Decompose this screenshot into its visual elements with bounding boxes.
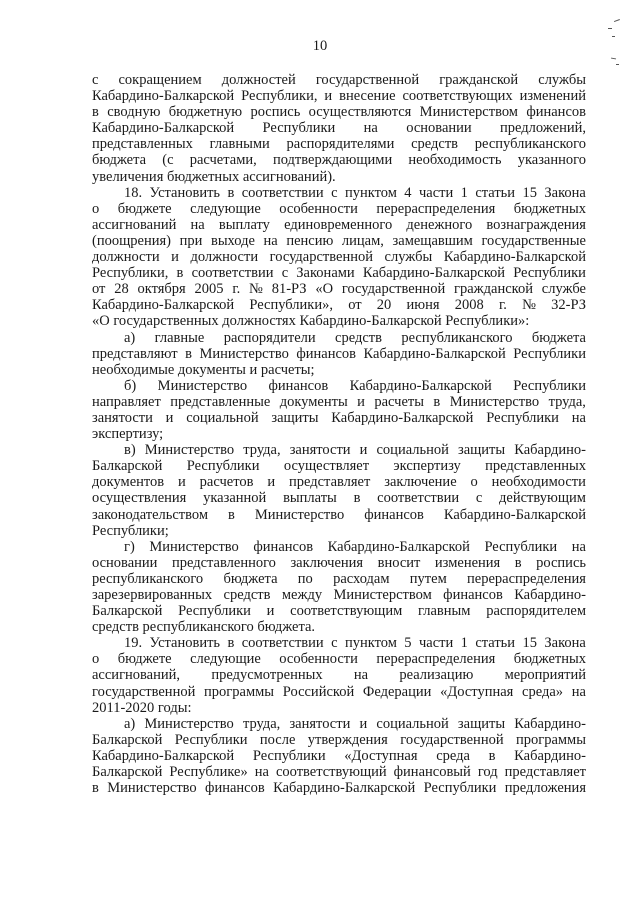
text-line: зарезервированных средств между Министерством финансов Кабардино-	[92, 587, 586, 603]
document-body	[92, 72, 586, 796]
text-line: в сводную бюджетную роспись осуществляются Министерством финансов	[92, 104, 586, 121]
text-line: должности и должности государственной службы Кабардино-Балкарской	[92, 249, 586, 266]
text-line: представленных главными распорядителями средств республиканского	[92, 136, 586, 153]
page-number: 10	[312, 38, 328, 54]
text-line: б) Министерство финансов Кабардино-Балкарской Республики	[124, 377, 586, 394]
text-line: Кабардино-Балкарской Республики на основании предложений,	[92, 120, 586, 137]
text-line: 19. Установить в соответствии с пунктом 5 части 1 статьи 15 Закона	[124, 635, 586, 652]
text-line: г) Министерство финансов Кабардино-Балкарской Республики на	[124, 538, 586, 555]
text-line: Кабардино-Балкарской Республики «Доступная среда в Кабардино-	[92, 747, 586, 764]
text-line: в) Министерство труда, занятости и социальной защиты Кабардино-	[124, 442, 586, 459]
text-line: основании представленного заключения вносит изменения в роспись	[92, 554, 586, 571]
text-line: Кабардино-Балкарской Республики, и внесение соответствующих изменений	[92, 88, 586, 105]
text-line: 2011-2020 годы:	[92, 699, 192, 716]
text-line: ассигнований на выплату единовременного денежного вознаграждения	[92, 216, 586, 233]
text-line: 18. Установить в соответствии с пунктом 4 части 1 статьи 15 Закона	[124, 184, 586, 201]
text-line: средств республиканского бюджета.	[92, 619, 316, 636]
text-line: Республики;	[92, 522, 169, 539]
text-line: представляют в Министерство финансов Кабардино-Балкарской Республики	[92, 345, 586, 362]
text-line: занятости и социальной защиты Кабардино-Балкарской Республики на	[92, 409, 586, 426]
text-line: республиканского бюджета по расходам путем перераспределения	[92, 570, 586, 587]
text-line: а) Министерство труда, занятости и социальной защиты Кабардино-	[124, 715, 586, 732]
text-line: государственной программы Российской Федерации «Доступная среда» на	[92, 683, 586, 700]
text-line: бюджета (с расчетами, подтверждающими необходимость указанного	[92, 152, 586, 169]
text-line: направляет представленные документы и расчеты в Министерство труда,	[92, 393, 586, 410]
text-line: экспертизу;	[92, 426, 164, 443]
text-line: от 28 октября 2005 г. № 81-РЗ «О государственной гражданской службе	[92, 281, 586, 298]
text-line: с сокращением должностей государственной гражданской службы	[92, 72, 586, 88]
text-line: необходимые документы и расчеты;	[92, 361, 315, 378]
text-line: документов и расчетов и представляет заключение о необходимости	[92, 474, 586, 491]
text-line: «О государственных должностях Кабардино-Балкарской Республики»:	[92, 313, 530, 330]
scan-artifact-mark	[602, 14, 622, 70]
text-line: законодательством в Министерство финансов Кабардино-Балкарской	[92, 506, 586, 523]
text-line: (поощрения) при выходе на пенсию лицам, замещавшим государственные	[92, 232, 586, 249]
text-line: Балкарской Республике» на соответствующий финансовый год представляет	[92, 764, 586, 781]
text-line: ассигнований, предусмотренных на реализацию мероприятий	[92, 667, 586, 684]
text-line: Республики, в соответствии с Законами Кабардино-Балкарской Республики	[92, 265, 586, 282]
text-line: Балкарской Республики и соответствующим главным распорядителем	[92, 603, 586, 620]
text-line: о бюджете следующие особенности перераспределения бюджетных	[92, 200, 586, 217]
text-line: о бюджете следующие особенности перераспределения бюджетных	[92, 651, 586, 668]
text-line: осуществления указанной выплаты в соответствии с действующим	[92, 490, 586, 507]
text-line: а) главные распорядители средств республиканского бюджета	[124, 329, 586, 346]
text-line: увеличения бюджетных ассигнований).	[92, 168, 336, 185]
text-line: Балкарской Республики осуществляет экспертизу представленных	[92, 458, 586, 475]
text-line: Балкарской Республики после утверждения государственной программы	[92, 731, 586, 748]
text-line: Кабардино-Балкарской Республики», от 20 июня 2008 г. № 32-РЗ	[92, 297, 586, 314]
text-line: в Министерство финансов Кабардино-Балкарской Республики предложения	[92, 780, 586, 797]
